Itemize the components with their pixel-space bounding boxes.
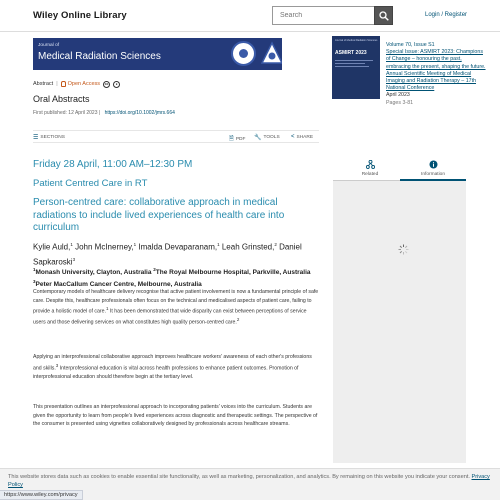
sections-label: SECTIONS — [40, 135, 65, 140]
author-affil-ref: 1 — [70, 242, 73, 247]
affiliation: Monash University, Clayton, Australia — [35, 269, 154, 277]
login-register-link[interactable]: Login / Register — [425, 12, 468, 18]
author-name[interactable]: Leah Grinsted, — [219, 242, 275, 252]
tab-related[interactable] — [337, 160, 403, 177]
citation-ref[interactable]: 2 — [236, 317, 240, 323]
privacy-policy-link[interactable]: Privacy Policy — [8, 474, 490, 488]
author-list — [33, 239, 319, 268]
abstract-title: Person-centred care: collaborative approach in medical radiations to include lived experiences of health care into curriculum — [33, 197, 285, 233]
abstract-paragraph — [33, 353, 319, 381]
tab-information[interactable] — [400, 160, 466, 181]
published-line — [33, 110, 175, 116]
pdf-label: PDF — [235, 136, 246, 142]
article-toolbar — [33, 130, 319, 143]
tools-button[interactable] — [254, 134, 280, 141]
cover-text-line — [335, 60, 373, 61]
search-button[interactable] — [374, 6, 393, 25]
wrench-icon: 🔧 — [254, 135, 262, 141]
share-icon: < — [291, 134, 295, 140]
cover-text-line — [335, 63, 365, 64]
top-bar — [0, 0, 500, 32]
search-icon — [379, 11, 389, 21]
author-name[interactable]: Kylie Auld, — [33, 242, 71, 252]
tab-related-label: Related — [361, 172, 379, 177]
author-affil-ref: 2 — [274, 242, 277, 247]
network-icon — [366, 160, 375, 169]
tab-information-label: Information — [421, 172, 445, 177]
article-meta-row — [33, 79, 120, 89]
cookie-message — [8, 473, 496, 489]
affil-ref: 3 — [33, 279, 36, 285]
pdf-icon: 🗎 — [229, 136, 234, 142]
author-name[interactable]: Daniel Sapkaroski — [33, 242, 302, 267]
abstract-paragraph — [33, 403, 319, 429]
list-icon: ☰ — [33, 135, 39, 141]
site-logo[interactable]: Wiley Online Library — [33, 10, 127, 21]
divider: | — [56, 81, 58, 87]
divider: | — [98, 110, 102, 116]
special-issue-link[interactable]: Special Issue: ASMIRT 2023: Champions of Change – honouring the past, embracing the present, shaping the future. Annual Scientific Meeting of Medical Imaging and Radiation Therapy – 17th National Conference — [386, 49, 486, 92]
open-access-badge — [61, 81, 100, 87]
triangle-logo-icon — [261, 41, 282, 66]
side-panel-content — [333, 181, 466, 463]
article-type-heading: Oral Abstracts — [33, 94, 90, 104]
paragraph-text: Interprofessional education is vital across health professions to enhance patient outcomes. Promotion of interprofessional education should therefore begin at the tertiary level. — [33, 365, 299, 380]
volume-issue-link[interactable]: Volume 70, Issue S1 — [386, 42, 435, 48]
open-access-label: Open Access — [67, 81, 101, 87]
article-kind: Abstract — [33, 81, 54, 87]
session-subheading: Patient Centred Care in RT — [33, 178, 148, 189]
issue-info — [386, 42, 486, 107]
author-affil-ref: 3 — [72, 256, 76, 262]
banner-journal-of: Journal of — [38, 43, 60, 48]
info-icon — [429, 160, 438, 169]
affiliations — [33, 265, 319, 289]
search-input[interactable] — [273, 7, 373, 24]
author-name[interactable]: John McInerney, — [72, 242, 134, 252]
cover-title: ASMIRT 2023 — [335, 50, 367, 56]
browser-status-url: https://www.wiley.com/privacy — [0, 490, 83, 500]
loading-spinner-icon — [398, 244, 409, 255]
affil-ref: 2 — [153, 267, 156, 272]
share-label: SHARE — [296, 134, 314, 140]
paragraph-text: Applying an interprofessional collaborative approach improves healthcare workers' awareness of each other's professions and skills. — [33, 354, 312, 372]
paragraph-text: This presentation outlines an interprofessional approach to incorporating patients' voices into the curriculum. Students are given the opportunity to learn from people's lived experiences across diagnostic and therapeutic settings. The perspective of the consumer is presented using vignettes collaboratively designed by professionals across healthcare streams. — [33, 404, 318, 427]
paragraph-text: It has been demonstrated that wide disparity can exist between perceptions of service users and those delivering services on what constitutes high quality person-centred care. — [33, 308, 307, 326]
citation-ref[interactable]: 1 — [105, 306, 109, 311]
paragraph-text: Contemporary models of healthcare delivery recognise that active patient involvement is now a fundamental principle of safe care. Despite this, healthcare professionals often focus on the technical and medicalised aspects of patient care, failing to provide a holistic model of care. — [33, 289, 319, 315]
open-lock-icon — [61, 81, 66, 87]
issue-cover-image[interactable] — [332, 36, 380, 99]
society-logo-icon — [231, 41, 256, 66]
affiliation: Peter MacCallum Cancer Centre, Melbourne, Australia — [35, 281, 202, 289]
cookie-text: This website stores data such as cookies to enable essential site functionality, as well as marketing, personalization, and analytics. By remaining on this website you indicate your consent. — [8, 474, 470, 480]
session-heading: Friday 28 April, 11:00 AM–12:30 PM — [33, 159, 193, 170]
abstract-paragraph — [33, 288, 319, 327]
author-affil-ref: 1 — [133, 242, 137, 247]
author-name[interactable]: Imalda Devaparanam, — [136, 242, 218, 252]
cover-text-line — [335, 66, 369, 67]
journal-banner[interactable] — [33, 38, 282, 70]
search-box[interactable] — [272, 6, 375, 25]
issue-pages: Pages 3-81 — [386, 99, 414, 106]
affil-ref: 1 — [33, 267, 36, 272]
side-panel-tabs — [333, 156, 466, 181]
tools-label: TOOLS — [263, 135, 280, 140]
share-button[interactable] — [291, 134, 313, 140]
issue-date: April 2023 — [386, 92, 410, 99]
pdf-button[interactable] — [229, 134, 245, 144]
doi-link[interactable]: https://doi.org/10.1002/jmrs.664 — [104, 110, 175, 116]
creative-commons-icon: cc — [104, 81, 109, 86]
published-date: First published: 12 April 2023 — [33, 110, 98, 116]
citation-ref[interactable]: 3 — [55, 362, 59, 368]
cover-journal-title: Journal of Medical Radiation Sciences — [335, 39, 378, 42]
banner-title: Medical Radiation Sciences — [38, 51, 161, 62]
author-affil-ref: 1 — [217, 242, 220, 247]
attribution-icon: ● — [113, 81, 120, 88]
affiliation: The Royal Melbourne Hospital, Parkville, Australia — [155, 269, 311, 277]
sections-button[interactable] — [33, 134, 65, 141]
